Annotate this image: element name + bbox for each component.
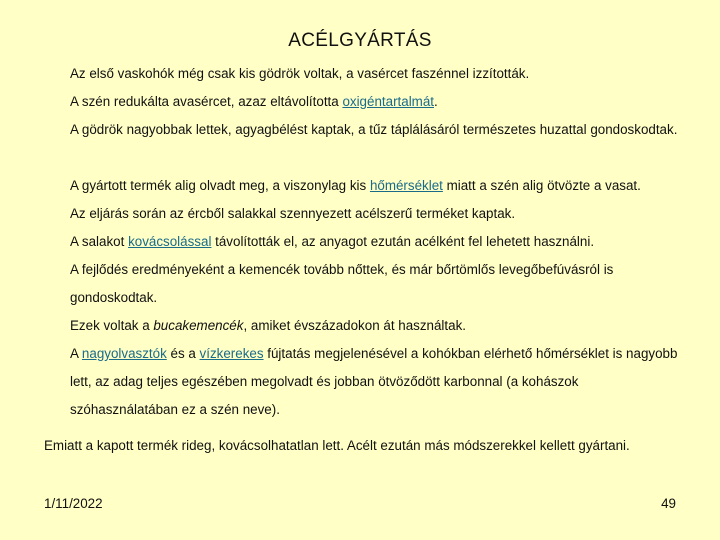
paragraph-9-text-c: fújtatás megjelenésével a kohókban elérhető hőmérséklet is nagyobb lett, az adag teljes egészében megolvadt és jobban ötvöződött karbonnal (a kohászok szóhasználatában ez a szén neve). (70, 346, 678, 417)
paragraph-2 (70, 88, 690, 116)
emphasis-bucakemencek: bucakemencék (153, 318, 244, 333)
slide-title: ACÉLGYÁRTÁS (288, 30, 432, 51)
link-oxigentartalmat[interactable]: oxigéntartalmát (342, 94, 434, 109)
paragraph-6 (70, 228, 690, 256)
link-nagyolvasztok[interactable]: nagyolvasztók (81, 346, 167, 361)
paragraph-1: Az első vaskohók még csak kis gödrök voltak, a vasércet faszénnel izzították. (70, 66, 530, 81)
paragraph-4-text-a: A gyártott termék alig olvadt meg, a viszonylag kis (70, 178, 370, 193)
link-kovacsolassal[interactable]: kovácsolással (128, 234, 212, 249)
paragraph-8-text-b: , amiket évszázadokon át használtak. (243, 318, 466, 333)
paragraph-6-text-a: A salakot (70, 234, 129, 249)
paragraph-9 (70, 340, 690, 424)
paragraph-2-text-a: A szén redukálta avasércet, azaz eltávolította (70, 94, 343, 109)
paragraph-9-text-a: A (70, 346, 82, 361)
paragraph-3: A gödrök nagyobbak lettek, agyagbélést kaptak, a tűz táplálásáról természetes huzattal gondoskodtak. (70, 122, 678, 137)
paragraph-9-text-b: és a (166, 346, 200, 361)
paragraph-6-text-b: távolították el, az anyagot ezután acélként fel lehetett használni. (211, 234, 595, 249)
paragraph-10: Emiatt a kapott termék rideg, kovácsolhatatlan lett. Acélt ezután más módszerekkel kellett gyártani. (44, 438, 630, 453)
footer-date: 1/11/2022 (44, 496, 103, 511)
paragraph-8 (70, 312, 690, 340)
paragraph-7: A fejlődés eredményeként a kemencék tovább nőttek, és már bőrtömlős levegőbefúvásról is gondoskodtak. (70, 262, 614, 305)
paragraph-2-text-b: . (434, 94, 438, 109)
link-homerseklet[interactable]: hőmérséklet (369, 178, 443, 193)
paragraph-8-text-a: Ezek voltak a (70, 318, 154, 333)
link-vizkerekes[interactable]: vízkerekes (199, 346, 264, 361)
paragraph-4-text-b: miatt a szén alig ötvözte a vasat. (442, 178, 641, 193)
paragraph-4 (70, 172, 690, 200)
page-number: 49 (661, 496, 676, 511)
paragraph-5: Az eljárás során az ércből salakkal szennyezett acélszerű terméket kaptak. (70, 206, 516, 221)
